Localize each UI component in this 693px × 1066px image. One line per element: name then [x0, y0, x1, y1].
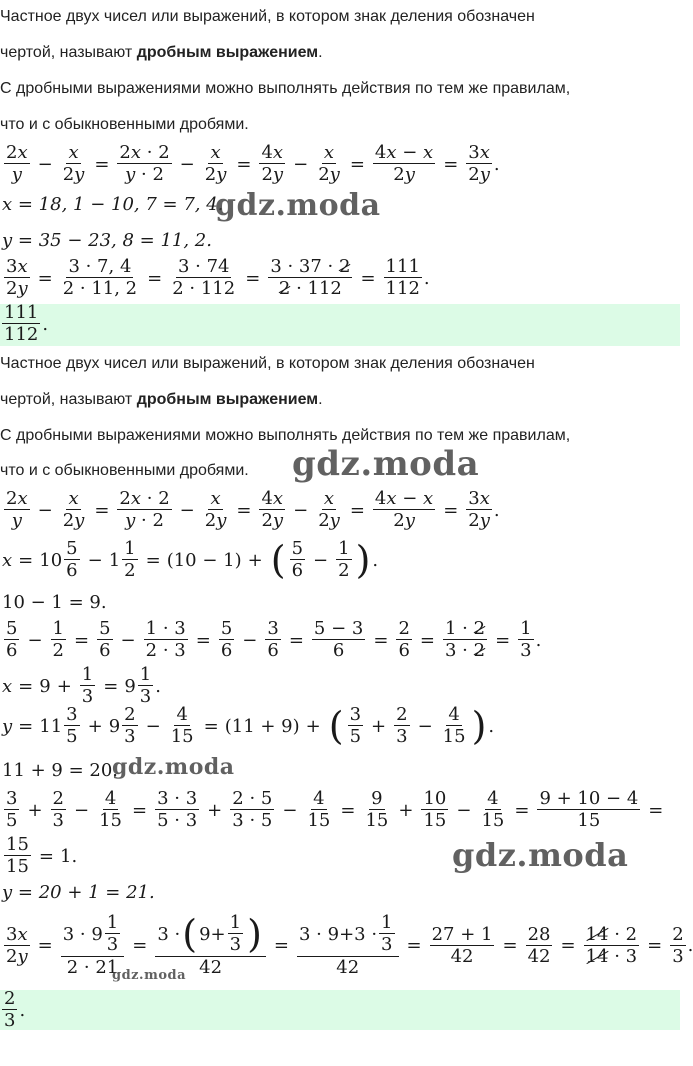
integer-sum-line: 10 − 1 = 9. — [2, 592, 107, 613]
formula-substitution-1: $\frac{3x}{2y}$ = $\frac{3 \cdot 7, 4}{2 \cdot 11, 2}$ = $\frac{3 \cdot 74}{2 \cdot 112}$ = $\frac{3 \cdot 37 \cdot 2}{2 \cdot 112}$ = $\frac{111}{112}$ . — [6, 256, 430, 299]
answer-highlight-1 — [0, 304, 680, 346]
definition-line-1-repeat: Частное двух чисел или выражений, в котором знак деления обозначен — [0, 355, 535, 372]
answer-2: $\frac{2}{3}$ . — [4, 988, 26, 1031]
formula-y-mixed: y = 11 $\frac{3}{5}$ + 9 $\frac{2}{3}$ − $\frac{4}{15}$ = (11 + 9) + ( $\frac{3}{5}$ + $\frac{2}{3}$ − $\frac{4}{15}$ ) . — [2, 704, 495, 748]
watermark-logo: gdz.moda — [292, 444, 480, 484]
answer-2-denominator: 3 — [4, 1010, 16, 1031]
definition-line-1: Частное двух чисел или выражений, в котором знак деления обозначен — [0, 8, 535, 25]
watermark-logo: gdz.moda — [215, 188, 381, 223]
formula-fraction-sum: $\frac{3}{5}$ + $\frac{2}{3}$ − $\frac{4}{15}$ = $\frac{3 \cdot 3}{5 \cdot 3}$ + $\frac{2 \cdot 5}{3 \cdot 5}$ − $\frac{4}{15}$ = $\frac{9}{15}$ + $\frac{10}{15}$ − $\frac{4}{15}$ = $\frac{9 + 10 - 4}{15}$ = — [6, 788, 664, 831]
watermark-logo: gdz.moda — [452, 836, 629, 874]
rule-line-2: что и с обыкновенными дробями. — [0, 116, 249, 133]
answer-1: $\frac{111}{112}$ . — [4, 302, 49, 345]
definition-term: дробным выражением — [136, 44, 319, 61]
y-value-line: y = 35 − 23, 8 = 11, 2. — [2, 230, 212, 251]
rule-line-1-repeat: С дробными выражениями можно выполнять действия по тем же правилам, — [0, 427, 571, 444]
watermark-logo: gdz.moda — [112, 754, 235, 780]
formula-fraction-sub: $\frac{5}{6}$ − $\frac{1}{2}$ = $\frac{5}{6}$ − $\frac{1 \cdot 3}{2 \cdot 3}$ = $\frac{5}{6}$ − $\frac{3}{6}$ = $\frac{5 - 3}{6}$ = $\frac{2}{6}$ = $\frac{1 \cdot 2}{3 \cdot 2}$ = $\frac{1}{3}$ . — [6, 618, 542, 661]
answer-2-numerator: 2 — [4, 988, 16, 1009]
formula-general-2: $\frac{2x}{y}$ − $\frac{x}{2y}$ = $\frac{2x \cdot 2}{y \cdot 2}$ − $\frac{x}{2y}$ = $\frac{4x}{2y}$ − $\frac{x}{2y}$ = $\frac{4x - x}{2y}$ = $\frac{3x}{2y}$ . — [6, 488, 500, 531]
rule-line-2-repeat: что и с обыкновенными дробями. — [0, 462, 249, 479]
answer-1-numerator: 111 — [4, 302, 39, 323]
integer-sum-line-2: 11 + 9 = 20. — [2, 760, 119, 781]
answer-highlight-2 — [0, 990, 680, 1030]
definition-term: дробным выражением — [136, 391, 319, 408]
formula-general-1: $\frac{2x}{y}$ − $\frac{x}{2y}$ = $\frac{2x \cdot 2}{y \cdot 2}$ − $\frac{x}{2y}$ = $\frac{4x}{2y}$ − $\frac{x}{2y}$ = $\frac{4x - x}{2y}$ = $\frac{3x}{2y}$ . — [6, 142, 500, 185]
y-final-line: y = 20 + 1 = 21. — [2, 882, 155, 903]
definition-line-2 — [0, 44, 323, 62]
formula-x-mixed: x = 10 $\frac{5}{6}$ − 1 $\frac{1}{2}$ = (10 − 1) + ( $\frac{5}{6}$ − $\frac{1}{2}$ ) . — [2, 538, 379, 582]
formula-final-substitution: $\frac{3x}{2y}$ = 3 · 9 $\frac{1}{3}$ 2 · 21 = 3 · ( 9+ $\frac{1}{3}$ ) 42 = 3 · 9+3 · $\frac{1}{3}$ 42 = $\frac{27 + 1}{42}$ = $\frac{28}{42}$ = $\frac{14 \cdot 2}{14 \cdot 3}$ = $\frac{2}{3}$ . — [6, 912, 693, 978]
definition-text: чертой, называют — [0, 391, 137, 408]
x-value-line: x = 18, 1 − 10, 7 = 7, 4. — [2, 194, 224, 215]
answer-1-denominator: 112 — [4, 324, 39, 345]
formula-x-result: x = 9 + $\frac{1}{3}$ = 9 $\frac{1}{3}$ . — [2, 664, 161, 707]
formula-fraction-equals-one: $\frac{15}{15}$ = 1. — [6, 834, 78, 877]
definition-text: чертой, называют — [0, 44, 137, 61]
definition-line-2-repeat — [0, 391, 323, 409]
definition-period: . — [318, 44, 323, 61]
rule-line-1: С дробными выражениями можно выполнять действия по тем же правилам, — [0, 80, 571, 97]
definition-period: . — [318, 391, 323, 408]
watermark-logo: gdz.moda — [112, 968, 187, 983]
